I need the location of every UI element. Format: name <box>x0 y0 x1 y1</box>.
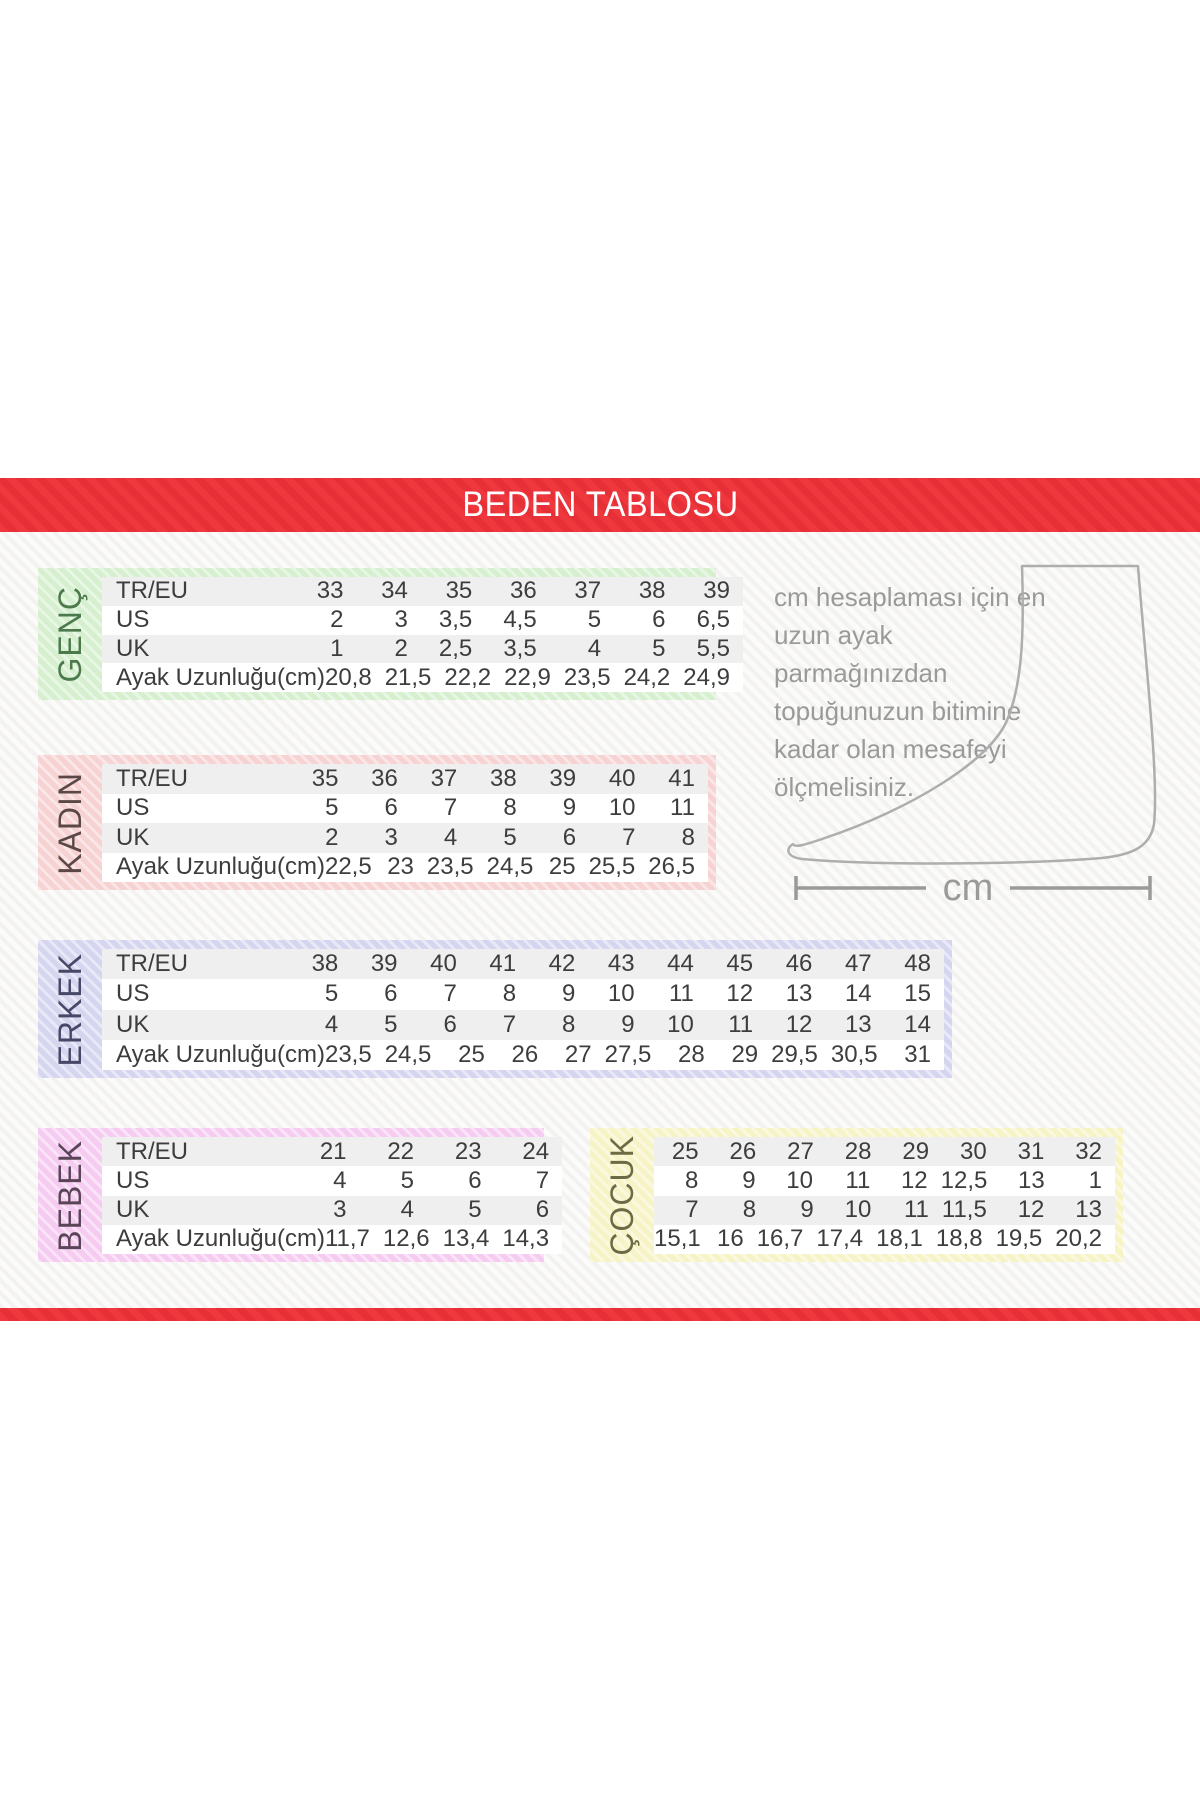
size-value-cell: 23,5 <box>426 853 474 881</box>
size-value-cell: 22,9 <box>504 663 551 691</box>
table-row <box>654 1166 1115 1195</box>
size-value-cell: 43 <box>607 950 635 978</box>
category-label-strip <box>38 764 102 882</box>
row-label: US <box>116 1166 150 1194</box>
size-value-cell: 39 <box>549 764 577 792</box>
table-row <box>102 853 708 883</box>
instruction-line: uzun ayak parmağınızdan <box>774 620 948 688</box>
table-row <box>102 1137 562 1166</box>
size-value-cell: 31 <box>1017 1137 1045 1165</box>
size-value-cell: 3 <box>333 1196 347 1224</box>
size-value-cell: 17,4 <box>816 1225 864 1253</box>
size-value-cell: 4 <box>324 1010 339 1038</box>
size-value-cell: 27,5 <box>604 1040 652 1068</box>
size-value-cell: 6 <box>562 823 577 851</box>
category-label: ERKEK <box>51 952 88 1067</box>
size-value-cell: 22 <box>387 1137 415 1165</box>
size-value-cell: 12 <box>726 980 754 1008</box>
size-value-cell: 5 <box>324 980 339 1008</box>
size-value-cell: 4 <box>587 634 602 662</box>
size-value-cell: 21 <box>319 1137 347 1165</box>
size-table-bebek <box>38 1128 550 1262</box>
size-grid <box>102 764 708 882</box>
size-value-cell: 24 <box>522 1137 550 1165</box>
size-table-genc <box>38 568 730 700</box>
size-value-cell: 47 <box>844 950 872 978</box>
size-value-cell: 37 <box>430 764 458 792</box>
table-row <box>102 663 743 692</box>
size-value-cell: 7 <box>685 1196 699 1224</box>
size-value-cell: 23 <box>454 1137 482 1165</box>
size-value-cell: 8 <box>681 823 695 851</box>
size-value-cell: 36 <box>509 577 537 605</box>
size-value-cell: 12 <box>900 1166 928 1194</box>
size-value-cell: 25,5 <box>588 853 636 881</box>
size-value-cell: 3,5 <box>438 606 473 634</box>
size-value-cell: 20,2 <box>1055 1225 1102 1253</box>
category-label: KADIN <box>51 771 88 875</box>
size-value-cell: 28 <box>844 1137 872 1165</box>
size-value-cell: 2 <box>330 606 344 634</box>
table-row <box>102 949 944 979</box>
row-label: TR/EU <box>116 764 188 792</box>
table-row <box>102 794 708 824</box>
instruction-line: kadar olan mesafeyi <box>774 734 1007 764</box>
size-value-cell: 1 <box>1088 1166 1103 1194</box>
size-value-cell: 5,5 <box>696 634 730 662</box>
size-value-cell: 9 <box>561 980 576 1008</box>
size-value-cell: 35 <box>445 577 473 605</box>
size-value-cell: 7 <box>535 1166 550 1194</box>
size-value-cell: 6 <box>443 1010 457 1038</box>
size-value-cell: 6 <box>384 980 398 1008</box>
chart-content-area <box>0 532 1200 1308</box>
row-label: TR/EU <box>116 1137 188 1165</box>
size-value-cell: 18,8 <box>935 1225 983 1253</box>
size-value-cell: 25 <box>458 1040 485 1068</box>
size-value-cell: 27 <box>564 1040 592 1068</box>
size-value-cell: 23 <box>387 853 414 881</box>
size-value-cell: 18,1 <box>876 1225 923 1253</box>
foot-outline-path <box>788 566 1155 863</box>
row-label: Ayak Uzunluğu(cm) <box>116 663 325 691</box>
table-row <box>102 764 708 794</box>
bottom-red-divider <box>0 1308 1200 1321</box>
row-label: TR/EU <box>116 950 188 978</box>
size-grid <box>654 1137 1115 1254</box>
banner-title: BEDEN TABLOSU <box>461 485 739 524</box>
size-value-cell: 21,5 <box>384 663 432 691</box>
size-value-cell: 10 <box>786 1166 813 1194</box>
size-value-cell: 13,4 <box>442 1225 490 1253</box>
size-value-cell: 27 <box>787 1137 814 1165</box>
size-value-cell: 2,5 <box>438 634 473 662</box>
size-value-cell: 29 <box>902 1137 930 1165</box>
size-value-cell: 13 <box>1075 1196 1102 1224</box>
size-value-cell: 38 <box>311 950 339 978</box>
size-value-cell: 23,5 <box>324 1040 372 1068</box>
size-value-cell: 28 <box>678 1040 705 1068</box>
size-value-cell: 45 <box>726 950 754 978</box>
size-value-cell: 44 <box>667 950 694 978</box>
table-row <box>102 1040 944 1070</box>
category-label-strip <box>38 949 102 1070</box>
size-table-cocuk <box>590 1128 1123 1262</box>
size-value-cell: 24,5 <box>486 853 534 881</box>
size-value-cell: 15,1 <box>654 1225 701 1253</box>
table-row <box>102 1225 562 1254</box>
size-value-cell: 39 <box>703 577 730 605</box>
size-chart-banner <box>0 478 1200 532</box>
row-label: UK <box>116 634 150 662</box>
size-value-cell: 22,2 <box>444 663 492 691</box>
size-value-cell: 22,5 <box>324 853 372 881</box>
table-row <box>654 1225 1115 1254</box>
size-value-cell: 41 <box>489 950 517 978</box>
size-value-cell: 5 <box>325 794 339 822</box>
foot-illustration <box>730 558 1170 923</box>
row-label: UK <box>116 1196 150 1224</box>
category-label: ÇOCUK <box>603 1135 640 1256</box>
size-value-cell: 13 <box>844 1010 872 1038</box>
size-value-cell: 33 <box>316 577 344 605</box>
size-value-cell: 24,5 <box>384 1040 432 1068</box>
size-value-cell: 11 <box>728 1010 754 1038</box>
size-value-cell: 11 <box>670 794 695 822</box>
size-value-cell: 5 <box>400 1166 415 1194</box>
size-value-cell: 25 <box>548 853 576 881</box>
size-value-cell: 42 <box>548 950 576 978</box>
table-row <box>654 1137 1115 1166</box>
category-label-strip <box>590 1137 654 1254</box>
size-value-cell: 5 <box>503 823 517 851</box>
instruction-line: ölçmelisiniz. <box>774 772 915 802</box>
row-label: Ayak Uzunluğu(cm) <box>116 1040 325 1068</box>
size-value-cell: 3 <box>384 823 398 851</box>
size-value-cell: 34 <box>381 577 408 605</box>
size-value-cell: 48 <box>904 950 931 978</box>
size-value-cell: 38 <box>489 764 517 792</box>
size-value-cell: 26,5 <box>648 853 695 881</box>
table-row <box>102 577 743 606</box>
size-grid <box>102 949 944 1070</box>
size-value-cell: 30 <box>960 1137 987 1165</box>
size-value-cell: 24,9 <box>683 663 730 691</box>
table-row <box>102 823 708 853</box>
size-value-cell: 16 <box>716 1225 744 1253</box>
size-value-cell: 10 <box>607 980 635 1008</box>
table-row <box>102 979 944 1009</box>
table-row <box>102 1196 562 1225</box>
row-label: UK <box>116 823 150 851</box>
row-label: US <box>116 980 150 1008</box>
size-value-cell: 5 <box>384 1010 398 1038</box>
size-value-cell: 7 <box>443 794 458 822</box>
size-value-cell: 40 <box>608 764 636 792</box>
size-value-cell: 14 <box>844 980 872 1008</box>
size-value-cell: 26 <box>511 1040 539 1068</box>
size-value-cell: 35 <box>311 764 339 792</box>
size-value-cell: 3 <box>394 606 408 634</box>
size-value-cell: 2 <box>394 634 408 662</box>
size-value-cell: 16,7 <box>756 1225 804 1253</box>
row-label: Ayak Uzunluğu(cm) <box>116 1225 325 1253</box>
row-label: UK <box>116 1010 150 1038</box>
size-value-cell: 9 <box>742 1166 756 1194</box>
size-value-cell: 6 <box>384 794 398 822</box>
size-value-cell: 37 <box>574 577 602 605</box>
instruction-line: topuğunuzun bitimine <box>774 696 1022 726</box>
size-value-cell: 19,5 <box>995 1225 1043 1253</box>
size-value-cell: 25 <box>671 1137 699 1165</box>
size-table-kadin <box>38 755 716 890</box>
size-value-cell: 9 <box>800 1196 814 1224</box>
size-value-cell: 8 <box>684 1166 699 1194</box>
instruction-line: cm hesaplaması için en <box>774 582 1046 612</box>
size-value-cell: 7 <box>622 823 636 851</box>
size-value-cell: 12,6 <box>382 1225 430 1253</box>
size-value-cell: 12 <box>1017 1196 1045 1224</box>
size-value-cell: 15 <box>904 980 931 1008</box>
size-value-cell: 6 <box>468 1166 482 1194</box>
cm-label: cm <box>942 867 994 909</box>
size-value-cell: 24,2 <box>623 663 671 691</box>
size-value-cell: 29,5 <box>771 1040 818 1068</box>
size-grid <box>102 1137 562 1254</box>
size-value-cell: 5 <box>587 606 602 634</box>
size-value-cell: 29 <box>731 1040 759 1068</box>
row-label: TR/EU <box>116 577 188 605</box>
size-value-cell: 1 <box>330 634 344 662</box>
size-value-cell: 6,5 <box>696 606 730 634</box>
size-value-cell: 11,7 <box>324 1225 370 1253</box>
size-value-cell: 26 <box>729 1137 757 1165</box>
size-value-cell: 39 <box>370 950 398 978</box>
size-value-cell: 46 <box>785 950 813 978</box>
size-value-cell: 8 <box>742 1196 757 1224</box>
row-label: US <box>116 794 150 822</box>
category-label: BEBEK <box>51 1139 88 1252</box>
category-label: GENÇ <box>51 586 88 683</box>
size-value-cell: 4 <box>400 1196 415 1224</box>
size-value-cell: 36 <box>371 764 398 792</box>
size-value-cell: 23,5 <box>563 663 611 691</box>
size-value-cell: 13 <box>1017 1166 1045 1194</box>
size-value-cell: 8 <box>502 980 517 1008</box>
size-value-cell: 4,5 <box>503 606 537 634</box>
size-value-cell: 32 <box>1075 1137 1102 1165</box>
size-value-cell: 6 <box>652 606 666 634</box>
size-value-cell: 4 <box>333 1166 347 1194</box>
category-label-strip <box>38 577 102 692</box>
size-value-cell: 40 <box>430 950 457 978</box>
size-value-cell: 30,5 <box>830 1040 878 1068</box>
table-row <box>102 606 743 635</box>
size-value-cell: 3,5 <box>503 634 537 662</box>
size-value-cell: 11 <box>845 1166 871 1194</box>
table-row <box>102 1166 562 1195</box>
size-value-cell: 8 <box>561 1010 576 1038</box>
size-value-cell: 31 <box>904 1040 931 1068</box>
foot-outline-svg <box>730 558 1170 923</box>
size-value-cell: 13 <box>785 980 813 1008</box>
size-value-cell: 11 <box>668 980 694 1008</box>
size-grid <box>102 577 743 692</box>
table-row <box>102 1010 944 1040</box>
size-value-cell: 6 <box>535 1196 550 1224</box>
size-value-cell: 11,5 <box>941 1196 987 1224</box>
size-value-cell: 12 <box>785 1010 813 1038</box>
size-table-erkek <box>38 940 952 1078</box>
row-label: US <box>116 606 150 634</box>
size-value-cell: 10 <box>608 794 636 822</box>
size-value-cell: 20,8 <box>324 663 372 691</box>
category-label-strip <box>38 1137 102 1254</box>
size-value-cell: 2 <box>325 823 339 851</box>
size-value-cell: 14 <box>904 1010 931 1038</box>
size-value-cell: 4 <box>443 823 458 851</box>
size-value-cell: 12,5 <box>940 1166 988 1194</box>
size-value-cell: 14,3 <box>502 1225 550 1253</box>
size-value-cell: 10 <box>667 1010 694 1038</box>
size-value-cell: 11 <box>903 1196 929 1224</box>
size-value-cell: 9 <box>621 1010 635 1038</box>
size-value-cell: 41 <box>668 764 695 792</box>
table-row <box>654 1196 1115 1225</box>
size-value-cell: 8 <box>503 794 517 822</box>
size-value-cell: 7 <box>443 980 457 1008</box>
size-value-cell: 5 <box>468 1196 482 1224</box>
size-value-cell: 7 <box>502 1010 517 1038</box>
size-value-cell: 5 <box>652 634 666 662</box>
row-label: Ayak Uzunluğu(cm) <box>116 853 325 881</box>
size-value-cell: 10 <box>844 1196 872 1224</box>
table-row <box>102 635 743 664</box>
size-value-cell: 38 <box>638 577 666 605</box>
size-value-cell: 9 <box>562 794 577 822</box>
